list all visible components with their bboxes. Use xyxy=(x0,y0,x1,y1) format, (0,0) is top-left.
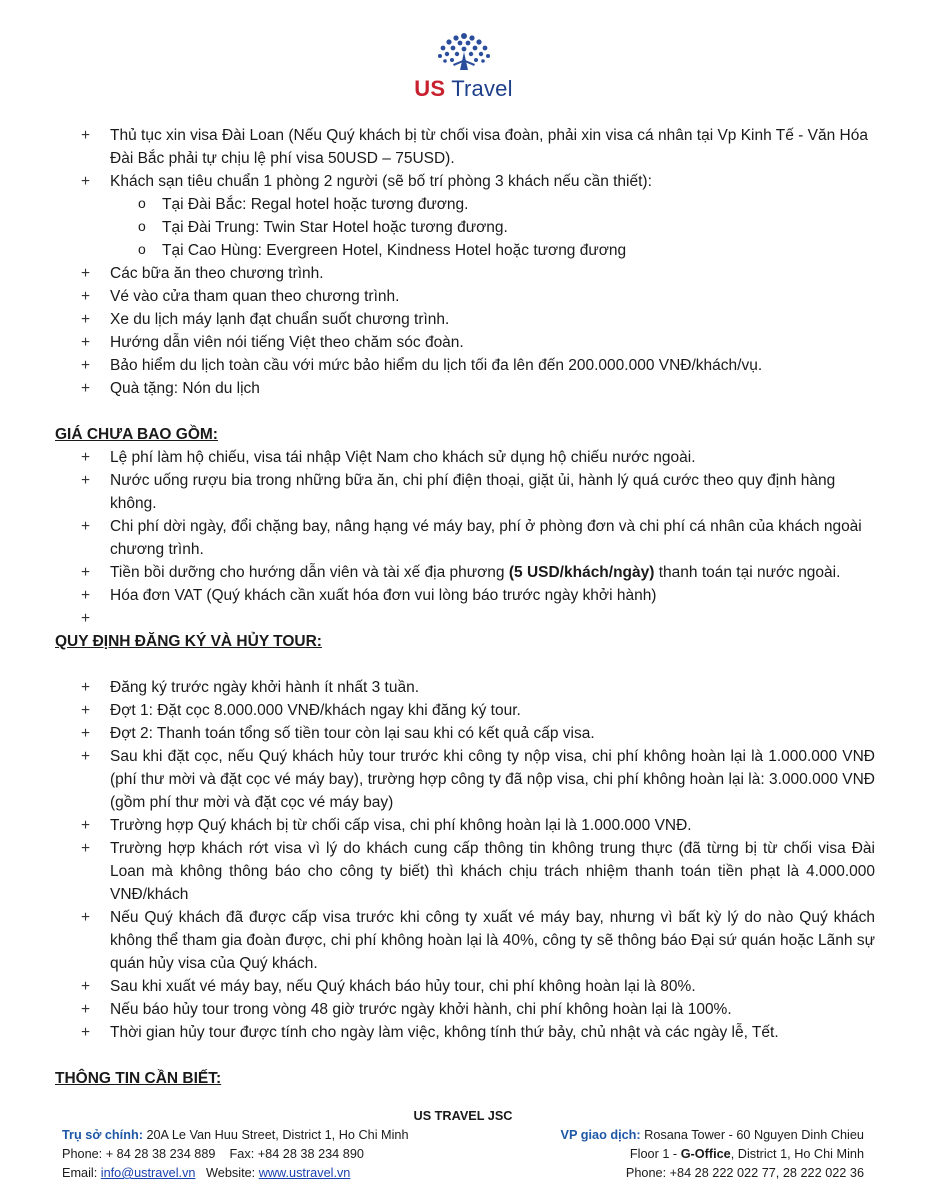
office-phone: Phone: +84 28 222 022 77, 28 222 022 36 xyxy=(625,1166,864,1180)
website-label: Website: xyxy=(195,1166,259,1180)
tip-text: Tiền bồi dưỡng cho hướng dẫn viên và tài xế địa phương xyxy=(110,564,509,581)
email-label: Email: xyxy=(62,1166,101,1180)
list-item: + Quà tặng: Nón du lịch xyxy=(55,377,875,400)
registration-heading: QUY ĐỊNH ĐĂNG KÝ VÀ HỦY TOUR: xyxy=(55,633,322,650)
registration-list xyxy=(55,676,875,1044)
brand-name xyxy=(0,76,927,102)
tip-amount: (5 USD/khách/ngày) xyxy=(508,564,655,581)
company-logo xyxy=(0,30,927,102)
g-office: G-Office xyxy=(680,1147,731,1161)
hq-label: Trụ sở chính: xyxy=(62,1128,143,1142)
email-link[interactable]: info@ustravel.vn xyxy=(100,1166,196,1180)
floor-text-end: , District 1, Ho Chi Minh xyxy=(730,1147,864,1161)
info-heading: THÔNG TIN CẦN BIẾT: xyxy=(55,1070,222,1087)
list-item: + Nếu báo hủy tour trong vòng 48 giờ trước ngày khởi hành, chi phí không hoàn lại là 100%. xyxy=(55,998,875,1021)
hq-address: 20A Le Van Huu Street, District 1, Ho Chi Minh xyxy=(142,1128,409,1142)
list-item: + Chi phí dời ngày, đổi chặng bay, nâng hạng vé máy bay, phí ở phòng đơn và chi phí cá nhân của khách ngoài chương trình. xyxy=(55,515,875,561)
document-body xyxy=(55,124,875,1090)
page-footer xyxy=(62,1107,864,1183)
list-item: + Nếu Quý khách đã được cấp visa trước khi công ty xuất vé máy bay, nhưng vì bất kỳ lý do nào Quý khách không thể tham gia đoàn được, chi phí không hoàn lại là 40%, công ty sẽ thông báo Đại sứ quán hoặc Lãnh sự quán hủy visa của Quý khách. xyxy=(55,906,875,975)
excluded-heading: GIÁ CHƯA BAO GỒM: xyxy=(55,426,218,443)
list-item: + Xe du lịch máy lạnh đạt chuẩn suốt chương trình. xyxy=(55,308,875,331)
hotel-list xyxy=(110,193,875,262)
hotel-item: o Tại Cao Hùng: Evergreen Hotel, Kindness Hotel hoặc tương đương xyxy=(110,239,875,262)
list-item: + Vé vào cửa tham quan theo chương trình. xyxy=(55,285,875,308)
list-item: + Đăng ký trước ngày khởi hành ít nhất 3 tuần. xyxy=(55,676,875,699)
hq-phone-fax: Phone: + 84 28 38 234 889 Fax: +84 28 38 234 890 xyxy=(62,1147,364,1161)
list-item: + Sau khi xuất vé máy bay, nếu Quý khách báo hủy tour, chi phí không hoàn lại là 80%. xyxy=(55,975,875,998)
list-item: + Hóa đơn VAT (Quý khách cần xuất hóa đơn vui lòng báo trước ngày khởi hành) xyxy=(55,584,875,607)
tip-text-end: thanh toán tại nước ngoài. xyxy=(654,564,841,581)
floor-text: Floor 1 - xyxy=(629,1147,681,1161)
office-address: Rosana Tower - 60 Nguyen Dinh Chieu xyxy=(640,1128,864,1142)
list-item: + Sau khi đặt cọc, nếu Quý khách hủy tour trước khi công ty nộp visa, chi phí không hoàn lại là 1.000.000 VNĐ (phí thư mời và đặt cọc vé máy bay), trường hợp công ty đã nộp visa, chi phí không hoàn lại là: 3.000.000 VNĐ (gồm phí thư mời và đặt cọc vé máy bay) xyxy=(55,745,875,814)
included-list xyxy=(55,124,875,400)
excluded-list xyxy=(55,446,875,630)
list-item: + Các bữa ăn theo chương trình. xyxy=(55,262,875,285)
list-item: + Bảo hiểm du lịch toàn cầu với mức bảo hiểm du lịch tối đa lên đến 200.000.000 VNĐ/khách/vụ. xyxy=(55,354,875,377)
list-item: + Thời gian hủy tour được tính cho ngày làm việc, không tính thứ bảy, chủ nhật và các ngày lễ, Tết. xyxy=(55,1021,875,1044)
list-item: + Đợt 2: Thanh toán tổng số tiền tour còn lại sau khi có kết quả cấp visa. xyxy=(55,722,875,745)
website-link[interactable]: www.ustravel.vn xyxy=(258,1166,351,1180)
tree-logo-icon xyxy=(429,30,499,76)
list-item: + Lệ phí làm hộ chiếu, visa tái nhập Việt Nam cho khách sử dụng hộ chiếu nước ngoài. xyxy=(55,446,875,469)
footer-trading-office xyxy=(561,1126,864,1183)
list-item: + Trường hợp Quý khách bị từ chối cấp visa, chi phí không hoàn lại là 1.000.000 VNĐ. xyxy=(55,814,875,837)
office-label: VP giao dịch: xyxy=(560,1128,641,1142)
empty-list-item xyxy=(55,607,875,630)
hotel-item: o Tại Đài Trung: Twin Star Hotel hoặc tương đương. xyxy=(110,216,875,239)
list-item-text: Khách sạn tiêu chuẩn 1 phòng 2 người (sẽ bố trí phòng 3 khách nếu cần thiết): xyxy=(110,173,652,190)
footer-company: US TRAVEL JSC xyxy=(413,1109,513,1123)
list-item: + Nước uống rượu bia trong những bữa ăn, chi phí điện thoại, giặt ủi, hành lý quá cước theo quy định hàng không. xyxy=(55,469,875,515)
hotel-item: o Tại Đài Bắc: Regal hotel hoặc tương đương. xyxy=(110,193,875,216)
list-item: + Thủ tục xin visa Đài Loan (Nếu Quý khách bị từ chối visa đoàn, phải xin visa cá nhân tại Vp Kinh Tế - Văn Hóa Đài Bắc phải tự chịu lệ phí visa 50USD – 75USD). xyxy=(55,124,875,170)
brand-us: US xyxy=(414,76,446,101)
brand-travel: Travel xyxy=(451,76,513,101)
list-item xyxy=(55,170,875,262)
list-item: + Trường hợp khách rớt visa vì lý do khách cung cấp thông tin không trung thực (đã từng bị từ chối visa Đài Loan mà không thông báo cho công ty biết) thì khách chịu trách nhiệm thanh toán tiền phạt là 4.000.000 VNĐ/khách xyxy=(55,837,875,906)
list-item xyxy=(55,561,875,584)
list-item: + Đợt 1: Đặt cọc 8.000.000 VNĐ/khách ngay khi đăng ký tour. xyxy=(55,699,875,722)
footer-head-office xyxy=(62,1126,409,1183)
list-item: + Hướng dẫn viên nói tiếng Việt theo chăm sóc đoàn. xyxy=(55,331,875,354)
